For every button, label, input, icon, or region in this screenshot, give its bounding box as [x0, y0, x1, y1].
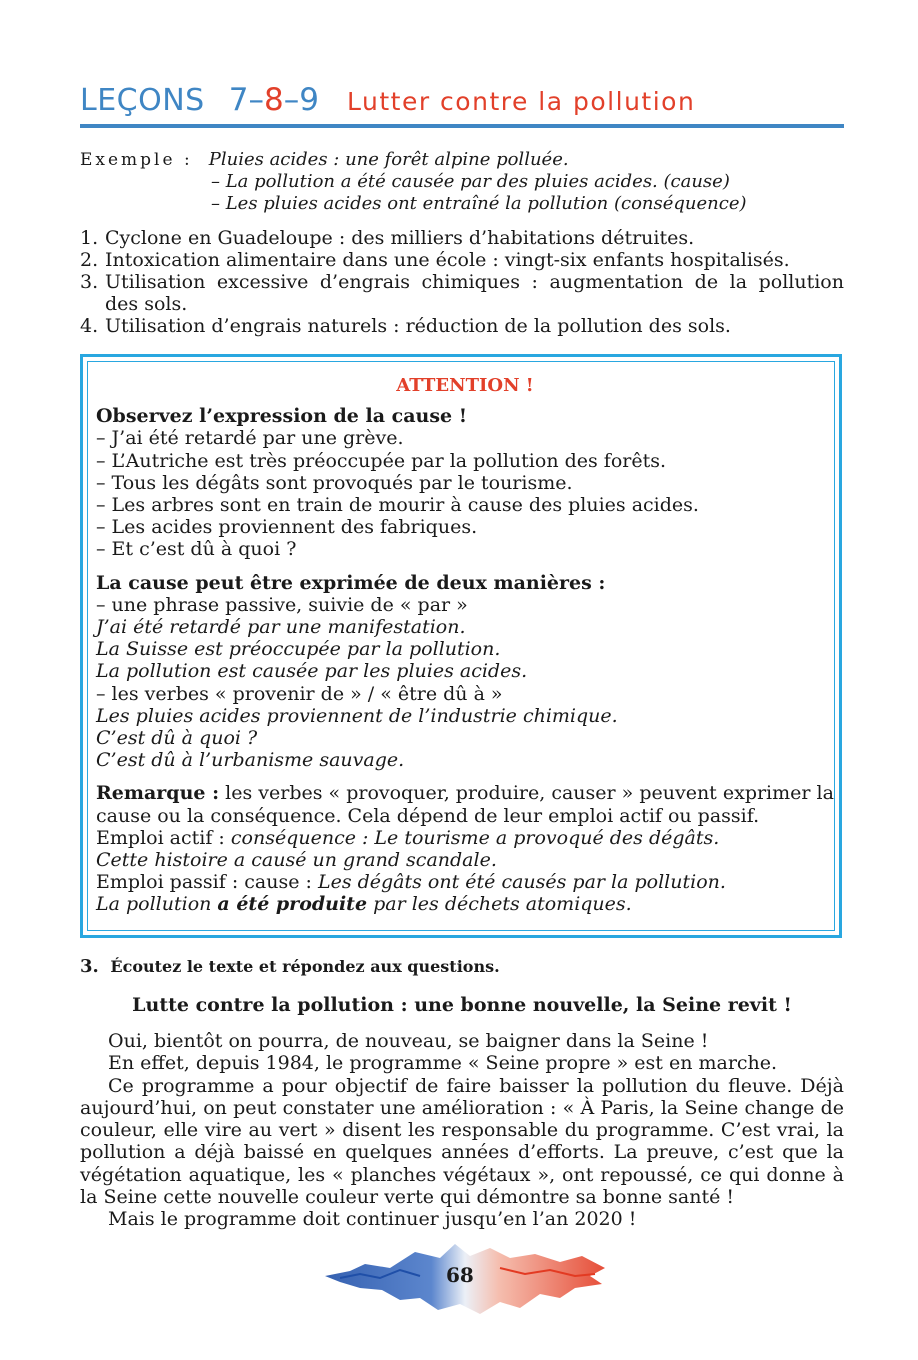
page-number: 68: [446, 1263, 474, 1287]
rule-line: – les verbes « provenir de » / « être dû à »: [96, 682, 503, 705]
lesson-number-9: 9: [299, 82, 319, 118]
item-number: 3.: [80, 271, 99, 293]
rule-example: J’ai été retardé par une manifestation.: [96, 616, 466, 639]
example-line: Pluies acides : une forêt alpine polluée.: [208, 149, 569, 170]
example-block: [80, 148, 844, 215]
active-example: Cette histoire a causé un grand scandale.: [96, 849, 497, 872]
exercise-number: 3.: [80, 956, 99, 977]
attention-heading: ATTENTION !: [396, 375, 534, 396]
paragraph: Ce programme a pour objectif de faire baisser la pollution du fleuve. Déjà aujourd’hui, on peut constater une amélioration : « À Paris, la Seine change de couleur, elle vire au vert » disent les responsable du programme. C’est vrai, la pollution a déjà baissé en quelques années d’efforts. La preuve, c’est que la végétation aquatique, les « planches végétaux », ont repoussé, ce qui donne à la Seine cette nouvelle couleur verte qui démontre sa bonne santé !: [80, 1074, 844, 1209]
exercise-instruction: [80, 956, 500, 977]
cause-example: – J’ai été retardé par une grève.: [96, 427, 404, 450]
list-item: [80, 315, 844, 337]
active-use-line: [96, 827, 834, 849]
example-label: Exemple :: [80, 150, 193, 170]
remark-line: cause ou la conséquence. Cela dépend de leur emploi actif ou passif.: [96, 804, 760, 827]
remark-text: les verbes « provoquer, produire, causer » peuvent exprimer la: [219, 782, 834, 805]
passive-example-part: La pollution: [96, 893, 218, 916]
example-line: – Les pluies acides ont entraîné la pollution (conséquence): [211, 193, 747, 214]
lesson-number-8: 8: [264, 82, 284, 118]
item-number: 4.: [80, 315, 99, 337]
item-number: 2.: [80, 249, 99, 271]
active-label: Emploi actif :: [96, 826, 231, 849]
cause-example: – Et c’est dû à quoi ?: [96, 538, 297, 561]
passive-example: Les dégâts ont été causés par la pollution.: [317, 871, 726, 894]
rule-line: – une phrase passive, suivie de « par »: [96, 593, 468, 616]
passive-label: Emploi passif : cause :: [96, 871, 318, 894]
cause-example: – Les acides proviennent des fabriques.: [96, 516, 478, 539]
list-item: [80, 271, 844, 293]
rule-example: Les pluies acides proviennent de l’industrie chimique.: [96, 704, 618, 727]
numbered-list: [80, 227, 844, 337]
rule-example: C’est dû à l’urbanisme sauvage.: [96, 749, 405, 772]
remark-line: [96, 782, 834, 804]
passive-use-line: [96, 871, 834, 893]
paragraph: Oui, bientôt on pourra, de nouveau, se baigner dans la Seine !: [108, 1030, 709, 1052]
item-number: 1.: [80, 227, 99, 249]
list-item-continuation: [80, 293, 844, 315]
passive-example-emphasis: a été produite: [217, 893, 368, 916]
section-heading: La cause peut être exprimée de deux manières :: [96, 571, 606, 594]
reading-text: [80, 1030, 844, 1231]
passive-example: [96, 893, 834, 915]
item-text: des sols.: [105, 293, 188, 315]
active-example: conséquence : Le tourisme a provoqué des dégâts.: [230, 826, 720, 849]
cause-example: – Tous les dégâts sont provoqués par le tourisme.: [96, 471, 573, 494]
rule-example: C’est dû à quoi ?: [96, 727, 258, 750]
example-line: – La pollution a été causée par des pluies acides. (cause): [211, 171, 730, 192]
paragraph: Mais le programme doit continuer jusqu’en l’an 2020 !: [108, 1208, 637, 1231]
section-heading: Observez l’expression de la cause !: [96, 405, 468, 428]
paragraph: En effet, depuis 1984, le programme « Seine propre » est en marche.: [108, 1052, 778, 1075]
exercise-text: Écoutez le texte et répondez aux questions.: [110, 957, 500, 976]
lesson-number-7: 7: [228, 82, 249, 118]
list-item: [80, 227, 844, 249]
item-text: Intoxication alimentaire dans une école : vingt-six enfants hospitalisés.: [105, 249, 790, 271]
rule-example: La Suisse est préoccupée par la pollution.: [96, 638, 501, 661]
passive-example-part: par les déchets atomiques.: [367, 893, 632, 916]
dash: –: [248, 82, 264, 118]
item-text: Cyclone en Guadeloupe : des milliers d’habitations détruites.: [105, 227, 695, 249]
lessons-label: LEÇONS: [80, 83, 205, 118]
cause-example: – Les arbres sont en train de mourir à cause des pluies acides.: [96, 494, 699, 517]
rule-example: La pollution est causée par les pluies acides.: [96, 660, 528, 683]
list-item: [80, 249, 844, 271]
dash: –: [283, 82, 300, 118]
reading-title: Lutte contre la pollution : une bonne nouvelle, la Seine revit !: [132, 994, 792, 1016]
item-text: Utilisation d’engrais naturels : réduction de la pollution des sols.: [105, 315, 731, 337]
remark-label: Remarque :: [96, 782, 220, 805]
lesson-header: [80, 82, 844, 124]
lesson-title: Lutter contre la pollution: [347, 87, 696, 116]
item-text: Utilisation excessive d’engrais chimiques : augmentation de la pollution: [105, 271, 844, 293]
header-divider: [80, 124, 844, 128]
attention-content: [96, 375, 834, 916]
cause-example: – L’Autriche est très préoccupée par la pollution des forêts.: [96, 449, 667, 472]
